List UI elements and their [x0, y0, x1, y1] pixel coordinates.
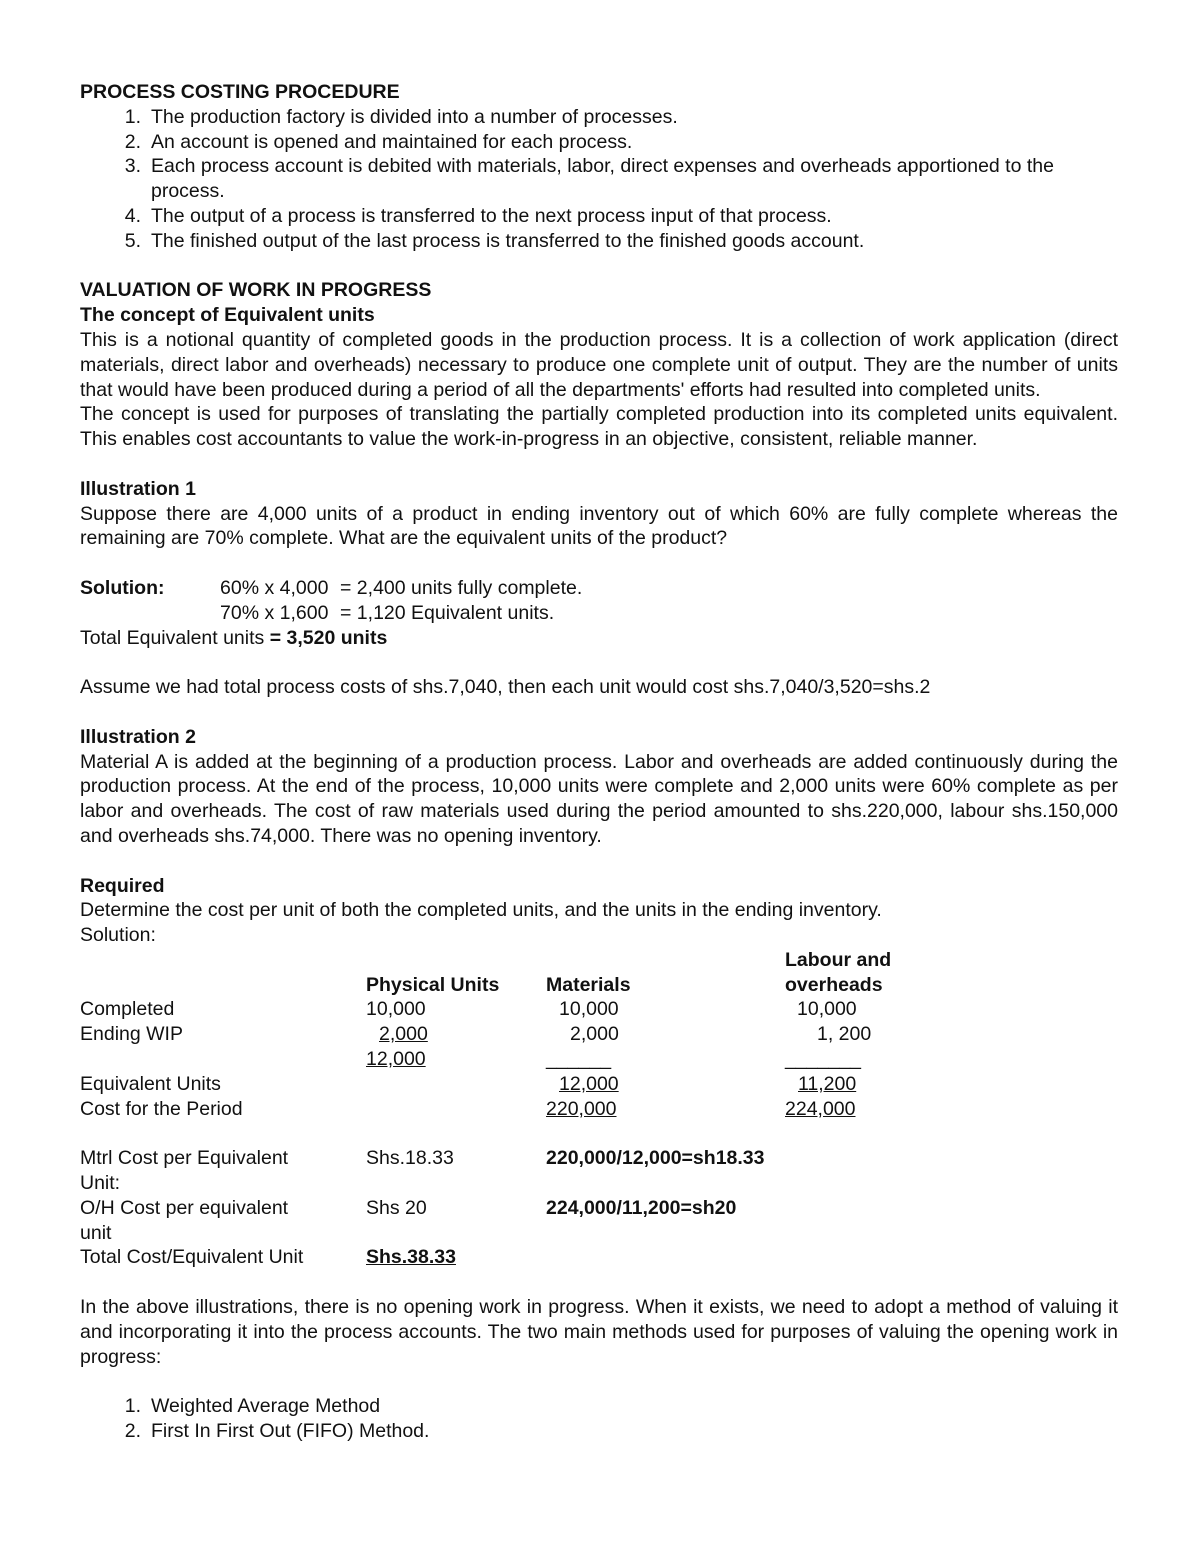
- list-item: 2. First In First Out (FIFO) Method.: [124, 1420, 430, 1443]
- illustration-2-text: Material A is added at the beginning of a production process. Labor and overheads are added continuously during the production process. At the end of the process, 10,000 units were complete and 2,000 units were 60% complete as per labor and overheads. The cost of raw materials used during the period amounted to shs.220,000, labour shs.150,000 and overheads shs.74,000. There was no opening inventory.: [80, 750, 1118, 847]
- illustration-2-title: Illustration 2: [80, 725, 196, 748]
- list-item: 1. Weighted Average Method: [124, 1395, 381, 1418]
- table-row: O/H Cost per equivalent Shs 20 224,000/11,200=sh20: [80, 1196, 737, 1219]
- closing-paragraph: In the above illustrations, there is no opening work in progress. When it exists, we need to adopt a method of valuing it and incorporating it into the process accounts. The two main methods used for purposes of valuing the opening work in progress:: [80, 1296, 1118, 1368]
- required-text: Determine the cost per unit of both the completed units, and the units in the ending inventory.: [80, 899, 882, 922]
- assumption-text: Assume we had total process costs of shs.7,040, then each unit would cost shs.7,040/3,520=shs.2: [80, 676, 931, 699]
- paragraph-purpose: The concept is used for purposes of translating the partially completed production into its completed units equivalent. This enables cost accountants to value the work-in-progress in an objective, consistent, reliable manner.: [80, 403, 1118, 451]
- methods-list: [80, 1394, 1118, 1444]
- header-materials: Materials: [546, 973, 631, 996]
- list-item: 1. The production factory is divided into a number of processes.: [124, 105, 678, 128]
- table-row: Cost for the Period 220,000 224,000: [80, 1097, 856, 1120]
- table-row: Total Cost/Equivalent Unit Shs.38.33: [80, 1246, 456, 1269]
- illustration-1-title: Illustration 1: [80, 477, 196, 500]
- table-row: 12,000 ______ _______: [366, 1048, 861, 1071]
- equivalent-units-table: [80, 948, 940, 1270]
- table-row: Equivalent Units 12,000 11,200: [80, 1072, 857, 1095]
- table-row: [80, 948, 940, 973]
- required-label: Required: [80, 874, 165, 897]
- total-equivalent-units: Total Equivalent units = 3,520 units: [80, 626, 388, 649]
- section-title-valuation: VALUATION OF WORK IN PROGRESS: [80, 279, 432, 302]
- list-item: 3. Each process account is debited with materials, labor, direct expenses and overheads apportioned to the process.: [124, 155, 1054, 203]
- document-page: [80, 80, 1118, 1444]
- section-title-process-costing: PROCESS COSTING PROCEDURE: [80, 81, 400, 103]
- list-item: 5. The finished output of the last process is transferred to the finished goods account.: [124, 229, 865, 252]
- table-row: Ending WIP 2,000 2,000 1, 200: [80, 1023, 872, 1046]
- solution-label-2: Solution:: [80, 924, 156, 947]
- procedure-list: [80, 105, 1118, 254]
- header-labour-2: overheads: [785, 973, 883, 996]
- table-row: [80, 973, 940, 998]
- header-physical-units: Physical Units: [366, 973, 500, 996]
- illustration-1-text: Suppose there are 4,000 units of a product in ending inventory out of which 60% are fully complete whereas the remaining are 70% complete. What are the equivalent units of the product?: [80, 502, 1118, 550]
- header-labour-1: Labour and: [785, 948, 892, 971]
- solution-line-2: 70% x 1,600 = 1,120 Equivalent units.: [220, 601, 555, 624]
- table-row: Completed 10,000 10,000 10,000: [80, 998, 857, 1021]
- paragraph-definition: This is a notional quantity of completed goods in the production process. It is a collection of work application (direct materials, direct labor and overheads) necessary to produce one complete unit of output. They are the number of units that would have been produced during a period of all the departments' efforts had resulted into completed units.: [80, 328, 1118, 401]
- table-row: Unit:: [80, 1172, 121, 1195]
- list-item: 2. An account is opened and maintained for each process.: [124, 130, 633, 153]
- subtitle-equivalent-units: The concept of Equivalent units: [80, 304, 375, 327]
- table-row: [80, 1121, 940, 1146]
- solution-line-1: Solution: 60% x 4,000 = 2,400 units fully complete.: [80, 576, 583, 599]
- table-row: unit: [80, 1221, 112, 1244]
- solution-label: Solution:: [80, 576, 165, 599]
- table-row: Mtrl Cost per Equivalent Shs.18.33 220,000/12,000=sh18.33: [80, 1147, 765, 1170]
- list-item: 4. The output of a process is transferred to the next process input of that process.: [124, 204, 832, 227]
